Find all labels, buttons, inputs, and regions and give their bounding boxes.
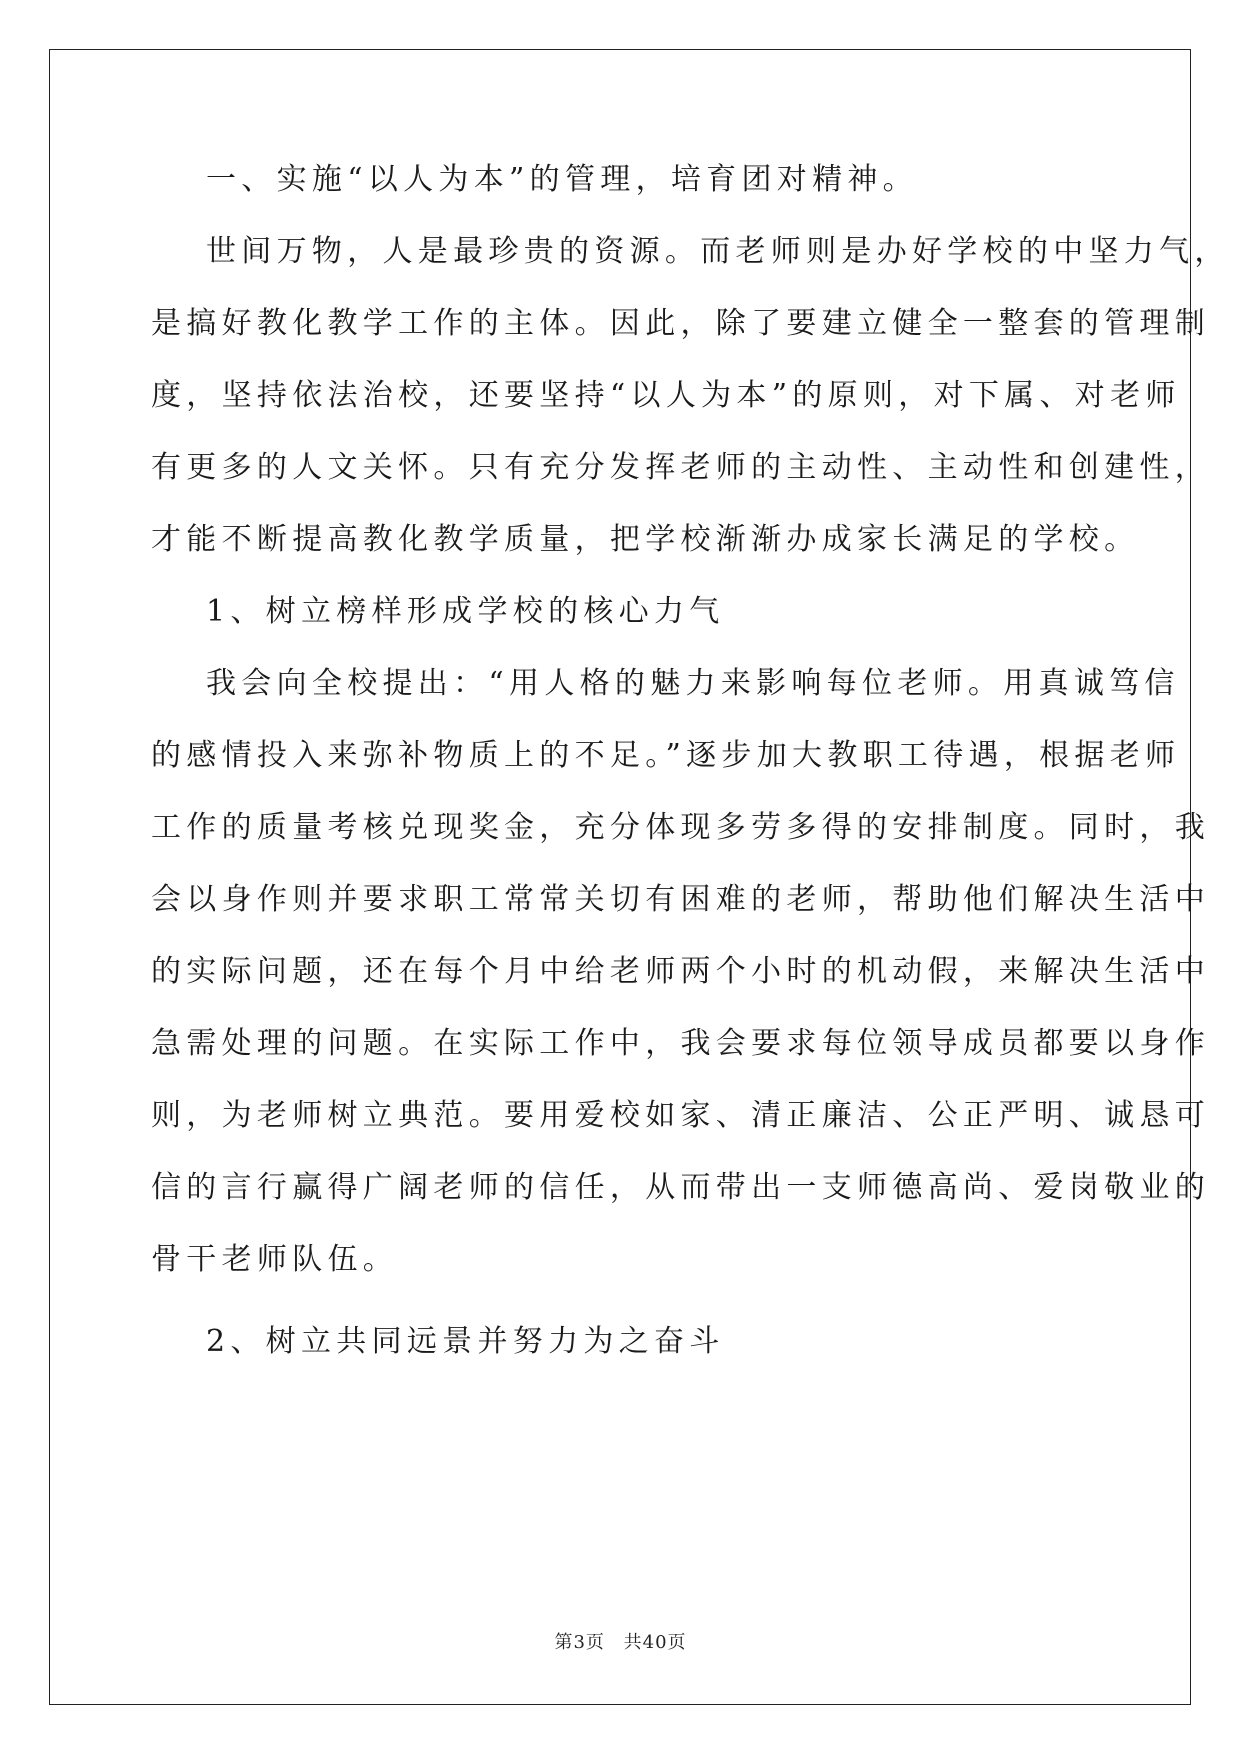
paragraph-line: 世间万物，人是最珍贵的资源。而老师则是办好学校的中坚力气， (206, 234, 1230, 269)
page-border (49, 49, 1191, 1705)
page-footer (0, 1631, 1241, 1655)
paragraph-line: 则，为老师树立典范。要用爱校如家、清正廉洁、公正严明、诚恳可 (151, 1098, 1210, 1133)
paragraph-line: 会以身作则并要求职工常常关切有困难的老师，帮助他们解决生活中 (151, 882, 1210, 917)
paragraph-line: 骨干老师队伍。 (151, 1242, 399, 1277)
paragraph-line: 才能不断提高教化教学质量，把学校渐渐办成家长满足的学校。 (151, 522, 1140, 557)
section-heading: 一、实施“以人为本”的管理，培育团对精神。 (206, 162, 918, 197)
subheading: 2、树立共同远景并努力为之奋斗 (206, 1324, 725, 1359)
page-number: 第3页 (554, 1632, 605, 1653)
paragraph-line: 急需处理的问题。在实际工作中，我会要求每位领导成员都要以身作 (151, 1026, 1210, 1061)
paragraph-line: 的感情投入来弥补物质上的不足。”逐步加大教职工待遇，根据老师 (151, 738, 1181, 773)
paragraph-line: 的实际问题，还在每个月中给老师两个小时的机动假，来解决生活中 (151, 954, 1210, 989)
paragraph-line: 是搞好教化教学工作的主体。因此，除了要建立健全一整套的管理制 (151, 306, 1210, 341)
paragraph-line: 我会向全校提出：“用人格的魅力来影响每位老师。用真诚笃信 (206, 666, 1180, 701)
paragraph-line: 度，坚持依法治校，还要坚持“以人为本”的原则，对下属、对老师 (151, 378, 1181, 413)
paragraph-line: 有更多的人文关怀。只有充分发挥老师的主动性、主动性和创建性， (151, 450, 1210, 485)
paragraph-line: 工作的质量考核兑现奖金，充分体现多劳多得的安排制度。同时，我 (151, 810, 1210, 845)
page-total: 共40页 (623, 1632, 687, 1653)
subheading: 1、树立榜样形成学校的核心力气 (206, 594, 725, 629)
paragraph-line: 信的言行赢得广阔老师的信任，从而带出一支师德高尚、爱岗敬业的 (151, 1170, 1210, 1205)
